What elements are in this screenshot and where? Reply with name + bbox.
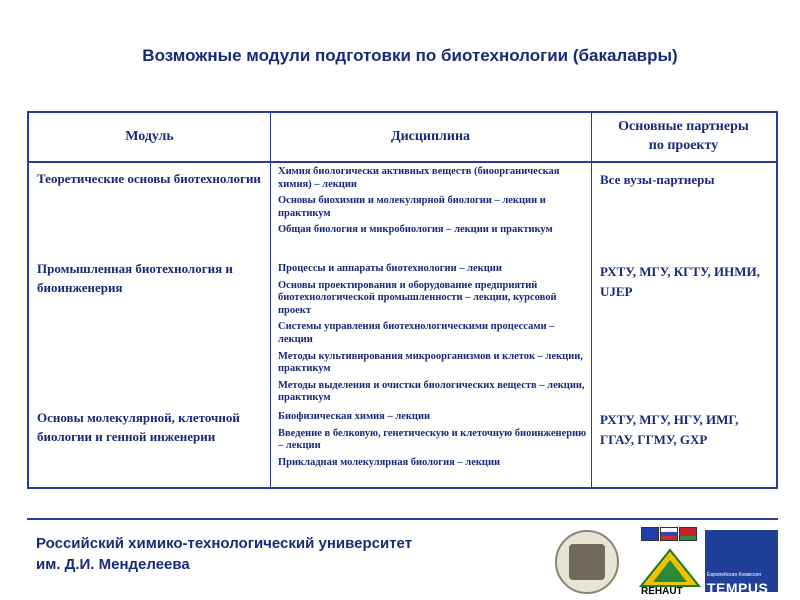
discipline-item: Основы биохимии и молекулярной биологии – лекции и практикум bbox=[278, 195, 546, 219]
discipline-item: Прикладная молекулярная биология – лекции bbox=[278, 456, 501, 468]
seal-emblem bbox=[569, 544, 605, 580]
partners-list: РХТУ, МГУ, НГУ, ИМГ, ГГАУ, ГГМУ, GXP bbox=[600, 412, 739, 447]
rehaut-label: REHAUT bbox=[641, 586, 683, 597]
column-separator bbox=[591, 113, 592, 487]
header-module: Модуль bbox=[125, 128, 174, 144]
partners-list: Все вузы-партнеры bbox=[600, 172, 715, 187]
discipline-item: Процессы и аппараты биотехнологии – лекции bbox=[278, 263, 502, 274]
module-name: Промышленная биотехнология и биоинженерия bbox=[37, 261, 233, 295]
rehaut-logo bbox=[639, 548, 701, 588]
eu-commission-caption: Европейская Комиссия bbox=[707, 572, 761, 578]
discipline-item: Методы выделения и очистки биологических веществ – лекции, практикум bbox=[278, 379, 585, 404]
university-line-1: Российский химико-технологический университет bbox=[36, 535, 413, 552]
university-seal-logo bbox=[555, 530, 619, 594]
belarus-flag-icon bbox=[679, 527, 697, 541]
discipline-list bbox=[278, 411, 590, 473]
discipline-item: Системы управления биотехнологическими процессами – лекции bbox=[278, 321, 555, 345]
university-name bbox=[36, 533, 412, 575]
header-separator bbox=[29, 161, 776, 163]
discipline-item: Общая биология и микробиология – лекции и практикум bbox=[278, 224, 553, 236]
header-partners: Основные партнеры по проекту bbox=[618, 119, 749, 153]
module-name: Основы молекулярной, клеточной биологии и генной инженерии bbox=[37, 410, 240, 444]
tempus-label: TEMPUS bbox=[707, 580, 769, 596]
russia-flag-icon bbox=[660, 527, 678, 541]
modules-table bbox=[27, 111, 778, 489]
partners-list: РХТУ, МГУ, КГТУ, ИНМИ, UJEP bbox=[600, 264, 760, 299]
header-discipline: Дисциплина bbox=[390, 128, 471, 144]
partner-flags bbox=[641, 527, 697, 549]
column-separator bbox=[270, 113, 271, 487]
footer-divider bbox=[27, 518, 778, 520]
discipline-list bbox=[278, 166, 590, 241]
slide-title: Возможные модули подготовки по биотехнологии (бакалавры) bbox=[142, 46, 678, 65]
eu-flag-icon bbox=[641, 527, 659, 541]
discipline-list bbox=[278, 263, 590, 409]
module-name: Теоретические основы биотехнологии bbox=[37, 171, 261, 186]
discipline-item: Методы культивирования микроорганизмов и клеток – лекции, практикум bbox=[278, 350, 583, 375]
discipline-item: Основы проектирования и оборудование предприятий биотехнологической промышленности – лекции, курсовой проект bbox=[278, 279, 557, 316]
university-line-2: им. Д.И. Менделеева bbox=[36, 556, 190, 573]
discipline-item: Введение в белковую, генетическую и клеточную биоинженерию – лекции bbox=[278, 427, 587, 452]
discipline-item: Биофизическая химия – лекции bbox=[278, 411, 431, 422]
discipline-item: Химия биологически активных веществ (биоорганическая химия) – лекции bbox=[278, 166, 560, 190]
